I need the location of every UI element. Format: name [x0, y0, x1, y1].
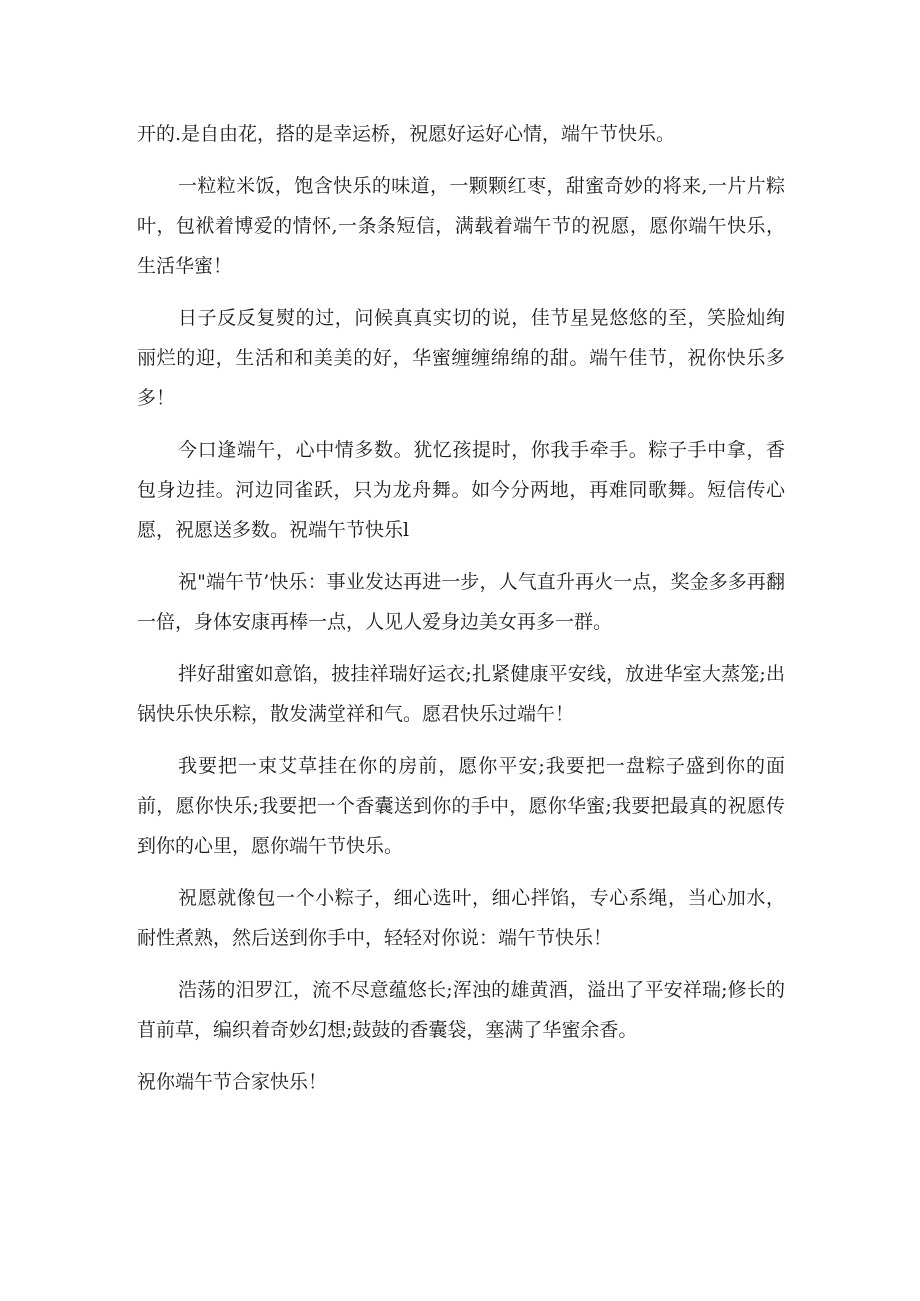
paragraph: 开的.是自由花，搭的是幸运桥，祝愿好运好心情，端午节快乐。: [137, 123, 676, 145]
paragraph: 我要把一束艾草挂在你的房前，愿你平安;我要把一盘粽子盛到你的面前，愿你快乐;我要把一个香囊送到你的手中，愿你华蜜;我要把最真的祝愿传到你的心里，愿你端午节快乐。: [137, 755, 785, 857]
paragraph: 拌好甜蜜如意馅，披挂祥瑞好运衣;扎紧健康平安线，放进华室大蒸笼;出锅快乐快乐粽，散发满堂祥和气。愿君快乐过端午！: [137, 663, 785, 725]
paragraph: 浩荡的汨罗江，流不尽意蕴悠长;浑浊的雄黄酒，溢出了平安祥瑞;修长的苜前草，编织着奇妙幻想;鼓鼓的香囊袋，塞满了华蜜余香。: [137, 979, 785, 1041]
paragraph: 日子反反复熨的过，问候真真实切的说，佳节星晃悠悠的至，笑脸灿绚丽烂的迎，生活和和美美的好，华蜜缠缠绵绵的甜。端午佳节，祝你快乐多多！: [137, 307, 785, 409]
paragraph: 今口逢端午，心中情多数。犹忆孩提时，你我手牵手。粽子手中拿，香包身边挂。河边同雀跃，只为龙舟舞。如今分两地，再难同歌舞。短信传心愿，祝愿送多数。祝端午节快乐l: [137, 439, 785, 541]
paragraph: 祝愿就像包一个小粽子，细心选叶，细心拌馅，专心系绳，当心加水，耐性煮熟，然后送到你手中，轻轻对你说：端午节快乐！: [137, 887, 785, 949]
paragraph: 祝"端午节’快乐：事业发达再进一步，人气直升再火一点，奖金多多再翻一倍，身体安康再棒一点，人见人爱身边美女再多一群。: [137, 571, 785, 633]
paragraph: 一粒粒米饭，饱含快乐的味道，一颗颗红枣，甜蜜奇妙的将来,一片片粽叶，包袱着博爱的情怀,一条条短信，满载着端午节的祝愿，愿你端午快乐，生活华蜜！: [137, 175, 785, 277]
paragraph: 祝你端午节合家快乐！: [137, 1071, 328, 1093]
document-body: [137, 114, 785, 1102]
